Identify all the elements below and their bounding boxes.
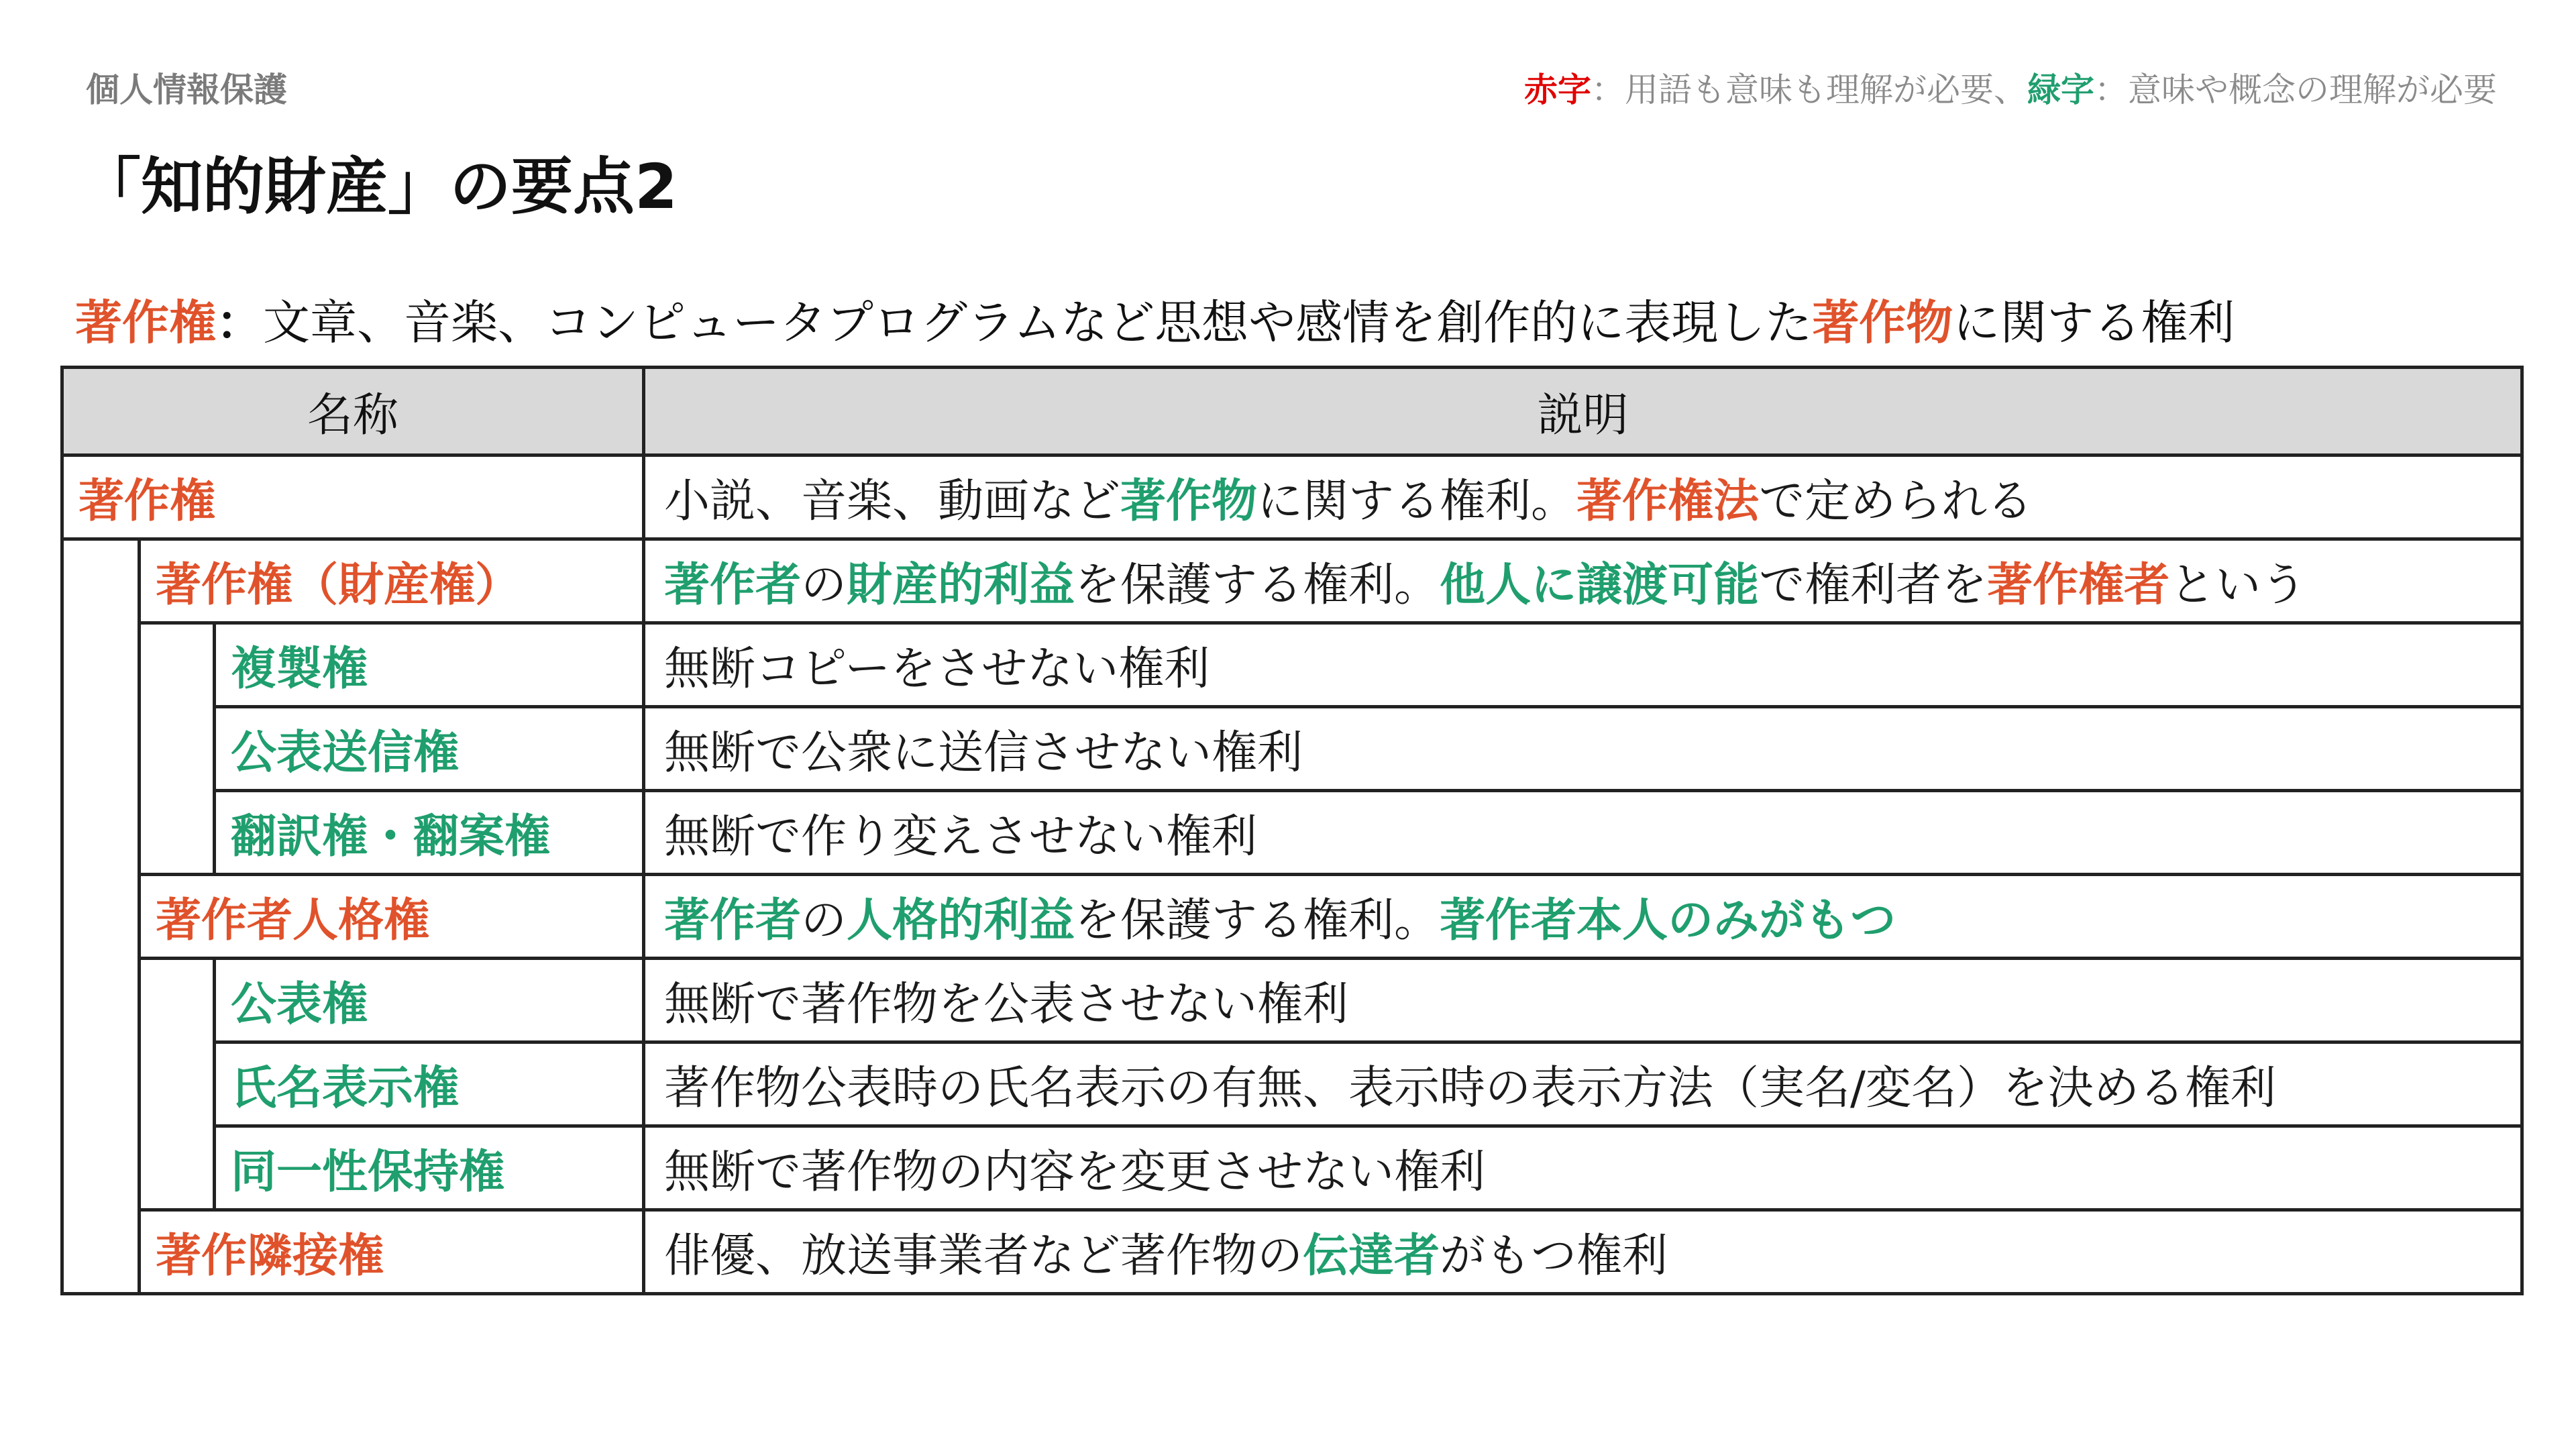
row-desc — [644, 455, 2522, 539]
row-desc — [644, 1042, 2522, 1126]
row-desc — [644, 791, 2522, 875]
row-name: 著作権（財産権） — [140, 539, 644, 623]
legend-red-text: ：用語も意味も理解が必要、 — [1591, 70, 2027, 109]
legend-red-label: 赤字 — [1524, 70, 1591, 109]
copyright-table — [60, 366, 2524, 1295]
highlight-term: 著作者 — [664, 558, 802, 612]
row-name: 公表送信権 — [215, 707, 644, 791]
row-desc — [644, 623, 2522, 707]
highlight-term: 著作権者 — [1987, 558, 2170, 612]
table-row — [62, 959, 2522, 1042]
highlight-term: 著作者 — [664, 894, 802, 947]
indent-cell — [140, 623, 215, 875]
table-row — [62, 707, 2522, 791]
highlight-term: 著作者本人のみがもつ — [1440, 894, 1896, 947]
desc-text: の — [801, 558, 847, 612]
color-legend — [1524, 63, 2497, 111]
desc-text: を保護する権利。 — [1075, 558, 1440, 612]
row-desc — [644, 1126, 2522, 1210]
intro-colon: ： — [216, 295, 263, 350]
table-header-row — [62, 368, 2522, 455]
intro-highlight: 著作物 — [1812, 295, 1953, 350]
row-desc — [644, 959, 2522, 1042]
row-desc — [644, 707, 2522, 791]
desc-text: 俳優、放送事業者など著作物の — [664, 1229, 1303, 1283]
desc-text: 小説、音楽、動画など — [664, 474, 1121, 528]
intro-text-1: 文章、音楽、コンピュータプログラムなど思想や感情を創作的に表現した — [263, 295, 1813, 350]
desc-text: 無断で著作物を公表させない権利 — [664, 977, 1349, 1031]
indent-cell — [140, 959, 215, 1210]
table-row — [62, 791, 2522, 875]
row-name: 氏名表示権 — [215, 1042, 644, 1126]
highlight-term: 著作権法 — [1576, 474, 1760, 528]
desc-text: で定められる — [1759, 474, 2033, 528]
legend-green-label: 緑字 — [2027, 70, 2094, 109]
section-label: 個人情報保護 — [86, 70, 287, 109]
row-name: 同一性保持権 — [215, 1126, 644, 1210]
row-name: 複製権 — [215, 623, 644, 707]
page-title: 「知的財産」の要点2 — [79, 151, 678, 223]
highlight-term: 著作物 — [1120, 474, 1258, 528]
row-name: 著作隣接権 — [140, 1210, 644, 1294]
desc-text: 無断で著作物の内容を変更させない権利 — [664, 1145, 1486, 1199]
row-name: 公表権 — [215, 959, 644, 1042]
desc-text: を保護する権利。 — [1075, 894, 1440, 947]
intro-line — [75, 285, 2235, 353]
desc-text: で権利者を — [1759, 558, 1988, 612]
desc-text: に関する権利。 — [1257, 474, 1577, 528]
table-row — [62, 1210, 2522, 1294]
desc-text: 無断コピーをさせない権利 — [664, 642, 1210, 696]
desc-text: 無断で公衆に送信させない権利 — [664, 726, 1303, 780]
table-row — [62, 623, 2522, 707]
highlight-term: 伝達者 — [1303, 1229, 1440, 1283]
table-row — [62, 1042, 2522, 1126]
row-desc — [644, 875, 2522, 959]
highlight-term: 他人に譲渡可能 — [1440, 558, 1760, 612]
table-row — [62, 1126, 2522, 1210]
intro-term: 著作権 — [75, 295, 216, 350]
row-name: 著作者人格権 — [140, 875, 644, 959]
row-desc — [644, 539, 2522, 623]
highlight-term: 財産的利益 — [847, 558, 1075, 612]
table-row — [62, 539, 2522, 623]
desc-text: という — [2169, 558, 2307, 612]
desc-text: がもつ権利 — [1440, 1229, 1668, 1283]
desc-text: 無断で作り変えさせない権利 — [664, 810, 1258, 863]
highlight-term: 人格的利益 — [847, 894, 1075, 947]
desc-text: の — [801, 894, 847, 947]
row-desc — [644, 1210, 2522, 1294]
header-name: 名称 — [62, 368, 644, 455]
indent-cell — [62, 539, 140, 1294]
intro-text-2: に関する権利 — [1953, 295, 2235, 350]
row-name: 翻訳権・翻案権 — [215, 791, 644, 875]
row-name: 著作権 — [62, 455, 644, 539]
table-row — [62, 875, 2522, 959]
desc-text: 著作物公表時の氏名表示の有無、表示時の表示方法（実名/変名）を決める権利 — [664, 1061, 2276, 1115]
legend-green-text: ：意味や概念の理解が必要 — [2094, 70, 2497, 109]
table-row — [62, 455, 2522, 539]
header-description: 説明 — [644, 368, 2522, 455]
